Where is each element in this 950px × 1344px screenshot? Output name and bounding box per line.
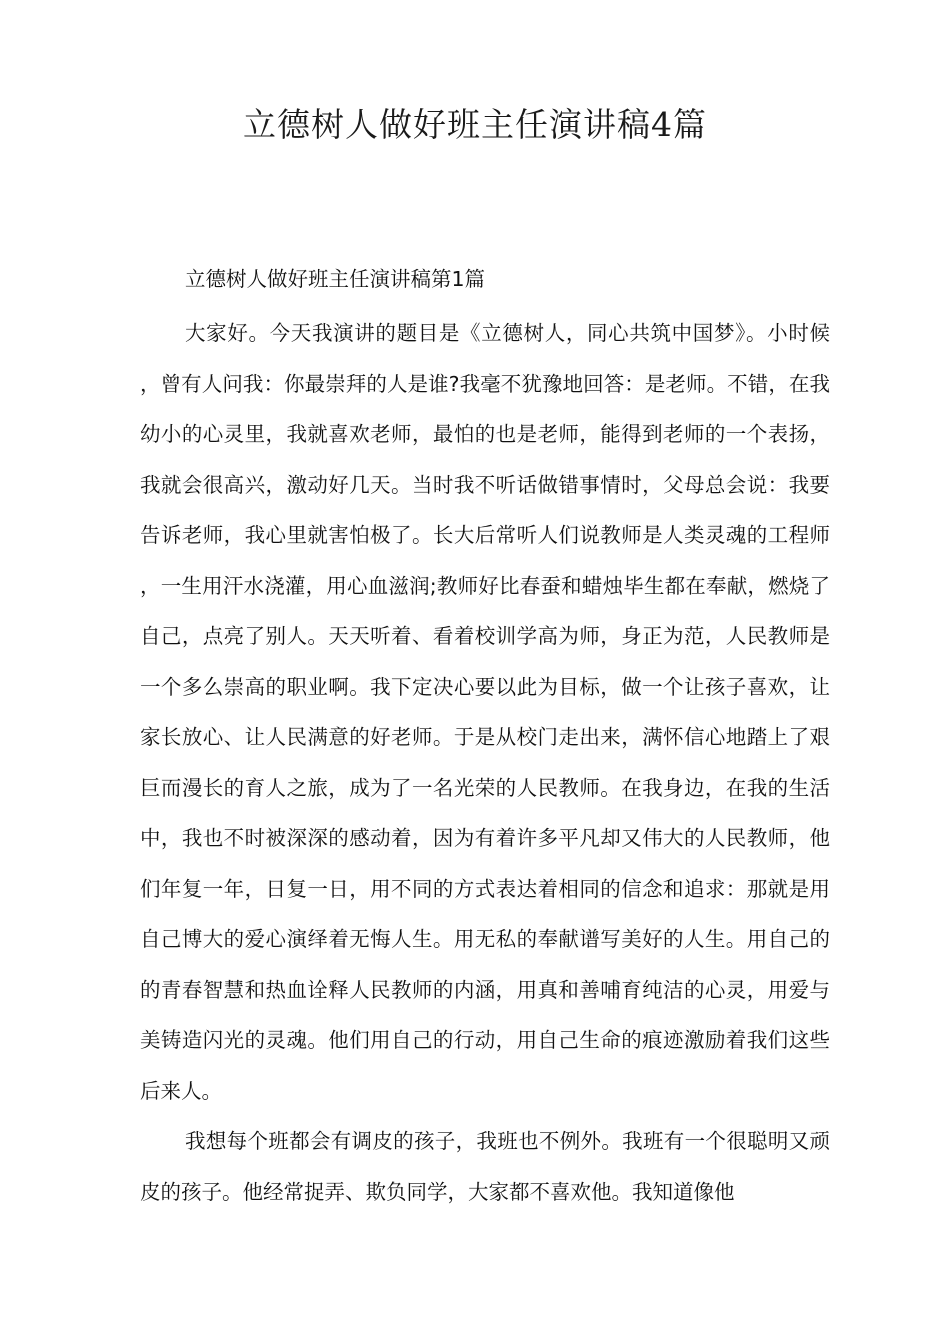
document-body <box>140 258 830 1217</box>
section-heading: 立德树人做好班主任演讲稿第1篇 <box>185 267 486 291</box>
paragraph-1: 大家好。今天我演讲的题目是《立德树人，同心共筑中国梦》。小时候，曾有人问我：你最崇拜的人是谁?我毫不犹豫地回答：是老师。不错，在我幼小的心灵里，我就喜欢老师，最怕的也是老师，能得到老师的一个表扬，我就会很高兴，激动好几天。当时我不听话做错事情时，父母总会说：我要告诉老师，我心里就害怕极了。长大后常听人们说教师是人类灵魂的工程师，一生用汗水浇灌，用心血滋润;教师好比春蚕和蜡烛毕生都在奉献，燃烧了自己，点亮了别人。天天听着、看着校训学高为师，身正为范，人民教师是一个多么崇高的职业啊。我下定决心要以此为目标，做一个让孩子喜欢，让家长放心、让人民满意的好老师。于是从校门走出来，满怀信心地踏上了艰巨而漫长的育人之旅，成为了一名光荣的人民教师。在我身边，在我的生活中，我也不时被深深的感动着，因为有着许多平凡却又伟大的人民教师，他们年复一年，日复一日，用不同的方式表达着相同的信念和追求：那就是用自己博大的爱心演绎着无悔人生。用无私的奉献谱写美好的人生。用自己的的青春智慧和热血诠释人民教师的内涵，用真和善哺育纯洁的心灵，用爱与美铸造闪光的灵魂。他们用自己的行动，用自己生命的痕迹激励着我们这些后来人。 <box>140 321 830 1103</box>
document-title: 立德树人做好班主任演讲稿4篇 <box>243 105 707 144</box>
paragraph-2: 我想每个班都会有调皮的孩子，我班也不例外。我班有一个很聪明又顽皮的孩子。他经常捉弄、欺负同学，大家都不喜欢他。我知道像他 <box>140 1129 830 1204</box>
